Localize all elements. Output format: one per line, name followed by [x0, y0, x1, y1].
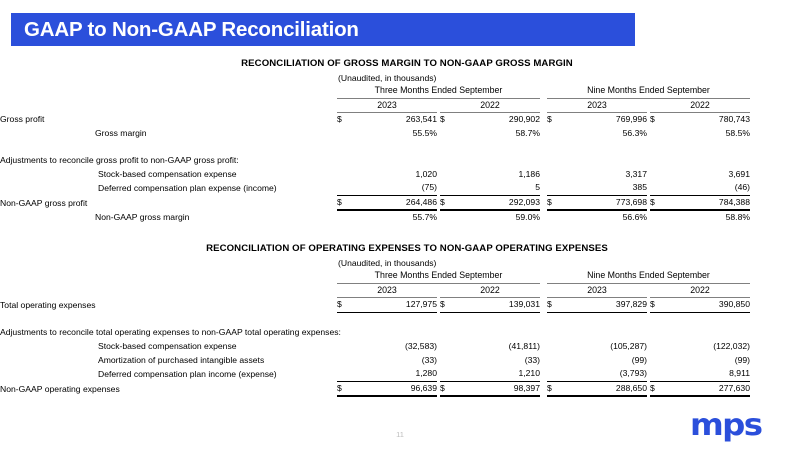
cell-value: 290,902: [456, 113, 540, 127]
slide-title-bar: [11, 13, 635, 46]
currency-symbol: $: [650, 195, 666, 210]
cell-value: 56.6%: [622, 212, 647, 223]
section2-year-2023-ytd: 2023: [547, 283, 647, 298]
currency-symbol: $: [440, 298, 456, 313]
section2-year-2023-q: 2023: [337, 283, 437, 298]
cell-value: 3,691: [728, 168, 750, 179]
table-row: [0, 367, 750, 381]
cell-value: 59.0%: [515, 212, 540, 223]
row-label-non-gaap-gross-margin: Non-GAAP gross margin: [95, 212, 190, 223]
currency-symbol: $: [547, 381, 563, 396]
section1-year-2022-ytd: 2022: [650, 98, 750, 113]
cell-value: 1,020: [415, 168, 437, 179]
section2-year-2022-q: 2022: [440, 283, 540, 298]
cell-value: (99): [631, 354, 647, 365]
cell-value: (46): [734, 182, 750, 193]
cell-value: 385: [632, 182, 647, 193]
currency-symbol: $: [337, 381, 353, 396]
table-row: [0, 181, 750, 195]
gross-margin-reconciliation-section: [0, 58, 800, 225]
cell-value: 1,210: [518, 368, 540, 379]
section2-table: [0, 269, 750, 397]
currency-symbol: $: [650, 113, 666, 127]
cell-value: (33): [524, 354, 540, 365]
cell-value: (3,793): [619, 368, 647, 379]
row-label-deferred-compensation: Deferred compensation plan income (expense): [98, 368, 277, 379]
section1-table: [0, 84, 750, 225]
section2-year-header-row: [0, 283, 750, 298]
section1-group-header-nine-months: Nine Months Ended September: [547, 84, 750, 98]
table-row: [0, 210, 750, 225]
cell-value: 288,650: [563, 381, 647, 396]
currency-symbol: $: [440, 195, 456, 210]
section2-group-header-three-months: Three Months Ended September: [337, 269, 540, 283]
section1-group-header-three-months: Three Months Ended September: [337, 84, 540, 98]
section2-heading: RECONCILIATION OF OPERATING EXPENSES TO NON-GAAP OPERATING EXPENSES: [206, 243, 608, 254]
cell-value: 390,850: [666, 298, 750, 313]
section2-unaudited-note: (Unaudited, in thousands): [338, 258, 437, 268]
page-number: 11: [396, 430, 404, 439]
page-title: GAAP to Non-GAAP Reconciliation: [24, 17, 359, 41]
row-label-non-gaap-gross-profit: Non-GAAP gross profit: [0, 197, 88, 208]
table-row: [0, 354, 750, 368]
currency-symbol: $: [650, 381, 666, 396]
table-row: [0, 298, 750, 313]
table-row: [0, 381, 750, 396]
cell-value: 58.7%: [515, 127, 540, 138]
cell-value: 292,093: [456, 195, 540, 210]
section1-heading: RECONCILIATION OF GROSS MARGIN TO NON-GAAP GROSS MARGIN: [241, 58, 573, 69]
cell-value: 55.7%: [412, 212, 437, 223]
currency-symbol: $: [440, 113, 456, 127]
cell-value: 264,486: [353, 195, 437, 210]
row-label-adjustments-header: Adjustments to reconcile total operating expenses to non-GAAP total operating expenses:: [0, 327, 341, 338]
section1-group-header-row: [0, 84, 750, 98]
cell-value: 1,186: [518, 168, 540, 179]
section2-group-header-nine-months: Nine Months Ended September: [547, 269, 750, 283]
table-row: [0, 154, 750, 168]
cell-value: (105,287): [610, 340, 647, 351]
table-row: [0, 340, 750, 354]
cell-value: 773,698: [563, 195, 647, 210]
cell-value: 139,031: [456, 298, 540, 313]
cell-value: (99): [734, 354, 750, 365]
cell-value: (75): [421, 182, 437, 193]
section1-year-header-row: [0, 98, 750, 113]
cell-value: 127,975: [353, 298, 437, 313]
currency-symbol: $: [547, 195, 563, 210]
section1-year-2022-q: 2022: [440, 98, 540, 113]
cell-value: 397,829: [563, 298, 647, 313]
mps-logo: mps: [690, 408, 762, 443]
row-label-gross-margin: Gross margin: [95, 127, 147, 138]
cell-value: 58.8%: [725, 212, 750, 223]
cell-value: (32,583): [404, 340, 437, 351]
section1-year-2023-ytd: 2023: [547, 98, 647, 113]
row-label-stock-based-compensation: Stock-based compensation expense: [98, 340, 237, 351]
cell-value: 96,639: [353, 381, 437, 396]
currency-symbol: $: [547, 298, 563, 313]
table-row: [0, 168, 750, 182]
cell-value: 1,280: [415, 368, 437, 379]
currency-symbol: $: [650, 298, 666, 313]
cell-value: 784,388: [666, 195, 750, 210]
cell-value: 263,541: [353, 113, 437, 127]
row-label-adjustments-header: Adjustments to reconcile gross profit to non-GAAP gross profit:: [0, 154, 239, 165]
row-label-non-gaap-operating-expenses: Non-GAAP operating expenses: [0, 383, 120, 394]
section2-year-2022-ytd: 2022: [650, 283, 750, 298]
spacer-row: [0, 312, 750, 326]
row-label-stock-based-compensation: Stock-based compensation expense: [98, 168, 237, 179]
cell-value: 5: [535, 182, 540, 193]
cell-value: 56.3%: [622, 127, 647, 138]
cell-value: 8,911: [729, 368, 750, 379]
cell-value: 277,630: [666, 381, 750, 396]
table-row: [0, 127, 750, 141]
currency-symbol: $: [337, 298, 353, 313]
cell-value: 55.5%: [412, 127, 437, 138]
currency-symbol: $: [337, 113, 353, 127]
currency-symbol: $: [547, 113, 563, 127]
cell-value: (41,811): [508, 340, 540, 351]
section1-unaudited-note: (Unaudited, in thousands): [338, 73, 437, 83]
cell-value: (122,032): [713, 340, 750, 351]
section1-year-2023-q: 2023: [337, 98, 437, 113]
section2-group-header-row: [0, 269, 750, 283]
currency-symbol: $: [440, 381, 456, 396]
cell-value: 780,743: [666, 113, 750, 127]
row-label-total-operating-expenses: Total operating expenses: [0, 299, 96, 310]
row-label-gross-profit: Gross profit: [0, 114, 45, 125]
operating-expenses-reconciliation-section: [0, 243, 800, 397]
row-label-deferred-compensation: Deferred compensation plan expense (income): [98, 182, 277, 193]
row-label-amortization: Amortization of purchased intangible assets: [98, 354, 265, 365]
table-row: [0, 195, 750, 210]
cell-value: 58.5%: [725, 127, 750, 138]
table-row: [0, 326, 750, 340]
cell-value: 769,996: [563, 113, 647, 127]
currency-symbol: $: [337, 195, 353, 210]
cell-value: 3,317: [625, 168, 647, 179]
cell-value: (33): [421, 354, 437, 365]
spacer-row: [0, 140, 750, 154]
cell-value: 98,397: [456, 381, 540, 396]
table-row: [0, 113, 750, 127]
